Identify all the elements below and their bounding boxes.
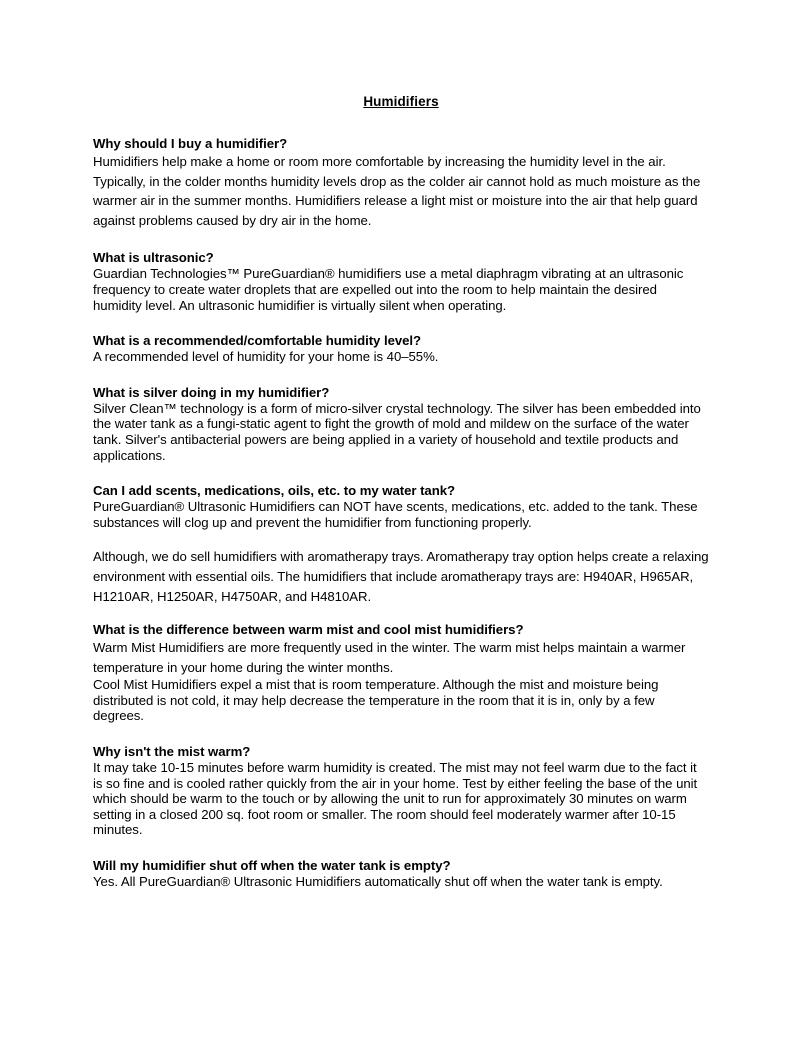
section-paragraph: Guardian Technologies™ PureGuardian® humidifiers use a metal diaphragm vibrating at an ultrasonic frequency to create water droplets that are expelled out into the room to help maintain the desired humidity level. An ultrasonic humidifier is virtually silent when operating. [93,266,684,313]
section-heading: What is the difference between warm mist and cool mist humidifiers? [93,622,524,638]
section-heading: Why should I buy a humidifier? [93,136,288,151]
section-spacer [93,606,709,621]
section-heading: Why isn't the mist warm? [93,744,251,760]
section-paragraph: Warm Mist Humidifiers are more frequently used in the winter. The warm mist helps maintain a warmer temperature in your home during the winter months. [93,640,686,675]
section-why-mist-not-warm [93,743,709,838]
section-heading: What is ultrasonic? [93,250,214,266]
section-spacer [93,365,709,384]
section-heading: What is silver doing in my humidifier? [93,384,330,400]
section-add-scents [93,482,709,606]
section-paragraph: Cool Mist Humidifiers expel a mist that is room temperature. Although the mist and moisture being distributed is not cold, it may help decrease the temperature in the room that it is in, only by a few degrees. [93,677,659,724]
section-paragraph: Yes. All PureGuardian® Ultrasonic Humidifiers automatically shut off when the water tank is empty. [93,874,663,890]
section-paragraph: Silver Clean™ technology is a form of micro-silver crystal technology. The silver has been embedded into the water tank as a fungi-static agent to fight the growth of mold and mildew on the surface of the water tank. Silver's antibacterial powers are being applied in a variety of household and textile products and applications. [93,400,701,463]
section-spacer [93,838,709,857]
page-title: Humidifiers [363,94,439,109]
section-paragraph: PureGuardian® Ultrasonic Humidifiers can NOT have scents, medications, etc. added to the tank. These substances will clog up and prevent the humidifier from functioning properly. [93,499,698,530]
section-silver-in-humidifier [93,384,709,463]
section-spacer [93,230,709,249]
paragraph-spacer [93,530,709,547]
section-paragraph: A recommended level of humidity for your home is 40–55%. [93,349,439,365]
section-why-buy [93,135,709,230]
section-shut-off-when-empty [93,857,709,890]
section-heading: Can I add scents, medications, oils, etc. to my water tank? [93,483,456,499]
section-heading: What is a recommended/comfortable humidity level? [93,333,422,349]
section-paragraph: Humidifiers help make a home or room more comfortable by increasing the humidity level in the air. Typically, in the colder months humidity levels drop as the colder air cannot hold as much moisture as the warmer air in the summer months. Humidifiers release a light mist or moisture into the air that help guard against problems caused by dry air in the home. [93,154,701,228]
section-spacer [93,463,709,482]
section-heading: Will my humidifier shut off when the water tank is empty? [93,858,451,874]
section-spacer [93,313,709,332]
section-recommended-humidity-level [93,332,709,365]
section-paragraph: Although, we do sell humidifiers with aromatherapy trays. Aromatherapy tray option helps create a relaxing environment with essential oils. The humidifiers that include aromatherapy trays are: H940AR, H965AR, H1210AR, H1250AR, H4750AR, and H4810AR. [93,549,709,604]
document-content [93,94,709,890]
section-warm-vs-cool-mist [93,621,709,724]
section-spacer [93,724,709,743]
section-what-is-ultrasonic [93,249,709,313]
section-paragraph: It may take 10-15 minutes before warm humidity is created. The mist may not feel warm due to the fact it is so fine and is cooled rather quickly from the air in your home. Test by either feeling the base of the unit which should be warm to the touch or by allowing the unit to run for approximately 30 minutes on warm setting in a closed 200 sq. foot room or smaller. The room should feel moderately warmer after 10-15 minutes. [93,760,698,838]
